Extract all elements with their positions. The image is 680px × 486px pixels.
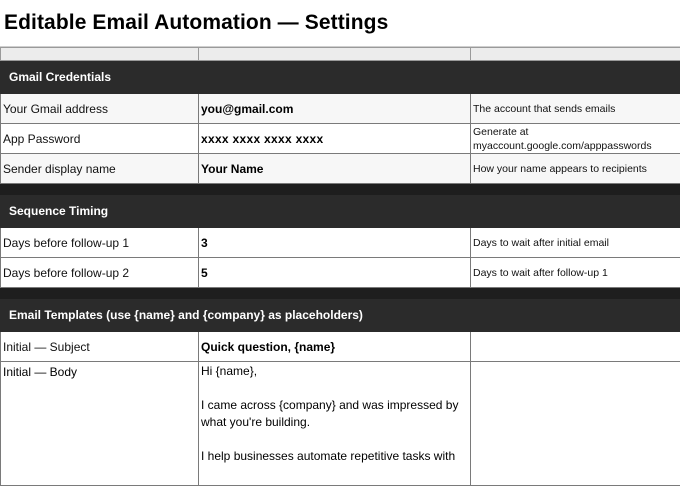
row-label[interactable]: Your Gmail address <box>1 94 199 124</box>
section-header-timing <box>1 195 680 228</box>
row-note[interactable] <box>471 362 680 486</box>
followup-2-days-cell[interactable]: 5 <box>199 258 471 288</box>
row-label[interactable]: App Password <box>1 124 199 154</box>
section-divider <box>1 288 680 299</box>
settings-row-followup-1 <box>1 228 680 258</box>
section-divider <box>1 184 680 195</box>
section-header-label[interactable]: Gmail Credentials <box>1 61 680 94</box>
settings-row-gmail-address <box>1 94 680 124</box>
cell <box>1 184 199 195</box>
cell[interactable] <box>199 48 471 61</box>
settings-row-followup-2 <box>1 258 680 288</box>
row-label[interactable]: Initial — Subject <box>1 332 199 362</box>
cell[interactable] <box>1 48 199 61</box>
settings-row-sender-name <box>1 154 680 184</box>
initial-body-cell[interactable] <box>199 362 471 486</box>
followup-1-days-cell[interactable]: 3 <box>199 228 471 258</box>
title-bar <box>0 0 680 47</box>
row-label[interactable]: Days before follow-up 1 <box>1 228 199 258</box>
initial-subject-cell[interactable]: Quick question, {name} <box>199 332 471 362</box>
section-header-gmail <box>1 61 680 94</box>
settings-sheet <box>0 47 680 486</box>
cell <box>471 184 680 195</box>
settings-row-initial-subject <box>1 332 680 362</box>
spacer-row <box>1 48 680 61</box>
section-header-label[interactable]: Sequence Timing <box>1 195 680 228</box>
page-title: Editable Email Automation — Settings <box>0 11 388 35</box>
row-note[interactable] <box>471 332 680 362</box>
cell[interactable] <box>471 48 680 61</box>
row-note[interactable]: The account that sends emails <box>471 94 680 124</box>
cell <box>199 288 471 299</box>
row-note[interactable]: Days to wait after initial email <box>471 228 680 258</box>
row-label[interactable]: Sender display name <box>1 154 199 184</box>
cell <box>1 288 199 299</box>
row-label[interactable]: Initial — Body <box>1 362 199 486</box>
settings-row-app-password <box>1 124 680 154</box>
cell <box>199 184 471 195</box>
row-label[interactable]: Days before follow-up 2 <box>1 258 199 288</box>
initial-body-text: Hi {name}, I came across {company} and was impressed by what you're building. I help businesses automate repetitive tasks with <box>201 362 470 465</box>
row-note[interactable]: How your name appears to recipients <box>471 154 680 184</box>
row-note[interactable]: Days to wait after follow-up 1 <box>471 258 680 288</box>
sender-name-cell[interactable]: Your Name <box>199 154 471 184</box>
row-note[interactable]: Generate at myaccount.google.com/apppasswords <box>471 124 680 154</box>
app-password-cell[interactable]: xxxx xxxx xxxx xxxx <box>199 124 471 154</box>
section-header-label[interactable]: Email Templates (use {name} and {company} as placeholders) <box>1 299 680 332</box>
gmail-address-cell[interactable]: you@gmail.com <box>199 94 471 124</box>
cell <box>471 288 680 299</box>
section-header-templates <box>1 299 680 332</box>
settings-row-initial-body <box>1 362 680 486</box>
